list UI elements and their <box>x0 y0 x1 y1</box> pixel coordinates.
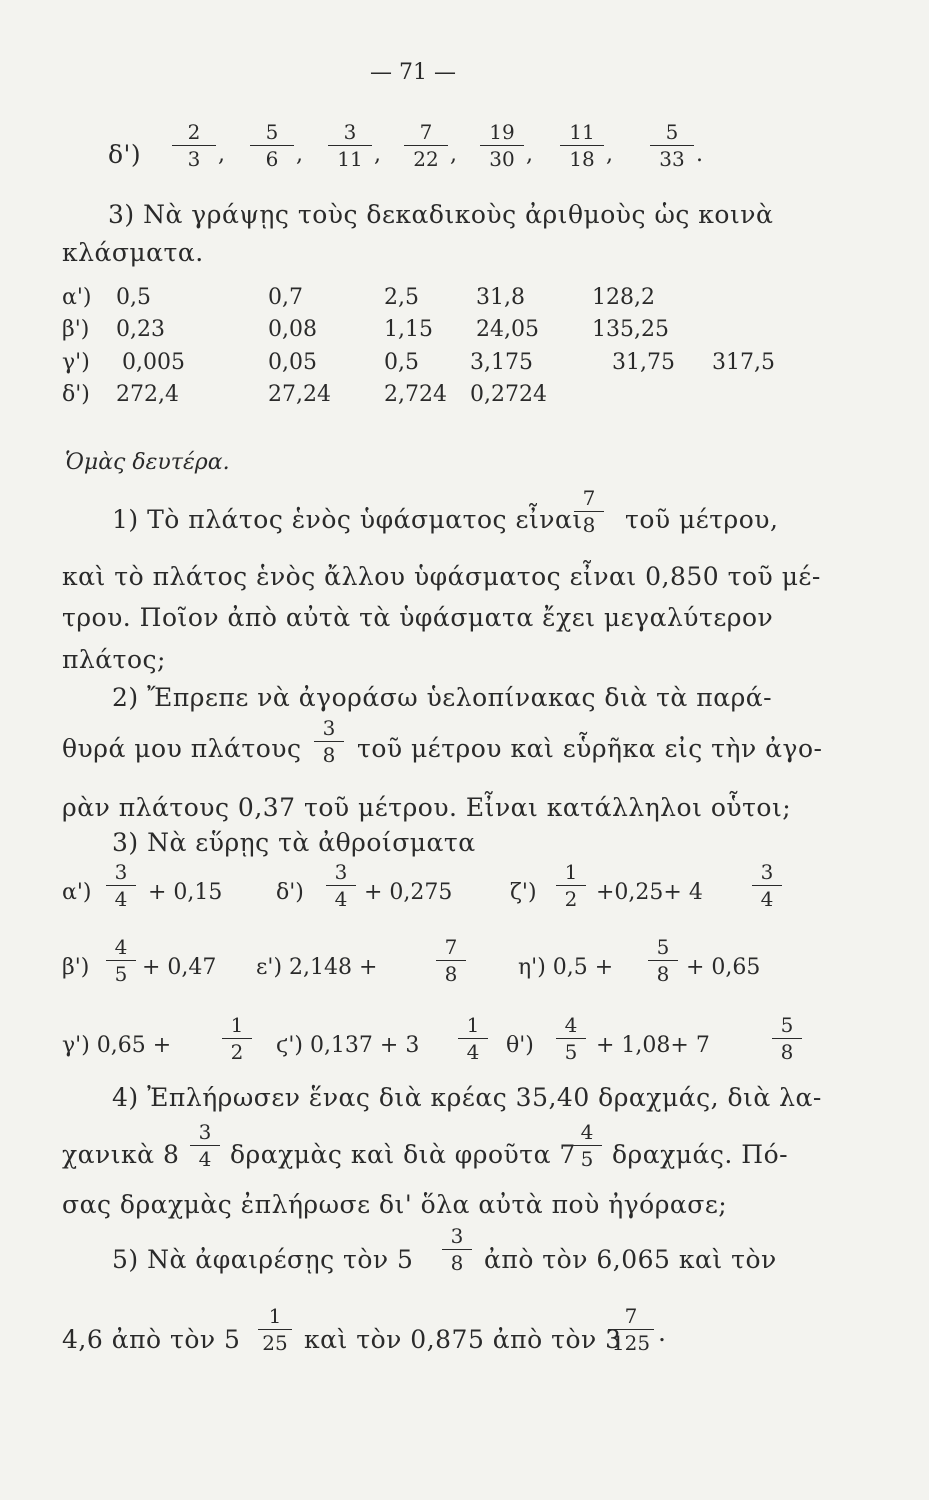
denominator: 8 <box>450 1251 464 1275</box>
separator: , <box>526 142 533 167</box>
denominator: 30 <box>489 147 515 171</box>
numerator: 5 <box>656 935 670 959</box>
decimal-value: 0,08 <box>268 317 317 342</box>
item-theta-label: θ') <box>506 1033 534 1058</box>
problem-4-line-2b: δραχμὰς καὶ διὰ φροῦτα 7 <box>230 1140 576 1169</box>
item-theta-rest: + 1,08+ 7 <box>596 1033 710 1058</box>
numerator: 1 <box>466 1013 480 1037</box>
numerator: 5 <box>665 120 679 144</box>
fraction <box>574 488 604 535</box>
numerator: 3 <box>343 120 357 144</box>
fraction <box>442 1226 472 1273</box>
numerator: 3 <box>114 860 128 884</box>
fraction <box>560 122 604 169</box>
decimal-value: 0,5 <box>116 285 151 310</box>
row-label: α') <box>62 285 92 310</box>
decimal-value: 31,8 <box>476 285 525 310</box>
row-label: γ') <box>62 350 90 375</box>
numerator: 2 <box>187 120 201 144</box>
fraction <box>650 122 694 169</box>
problem-5-line-2a: 4,6 ἀπὸ τὸν 5 <box>62 1325 241 1354</box>
item-zeta-rest: +0,25+ 4 <box>596 880 703 905</box>
problem-2-line-3: ρὰν πλάτους 0,37 τοῦ μέτρου. Εἶναι κατάλληλοι οὗτοι; <box>62 793 792 822</box>
denominator: 4 <box>198 1147 212 1171</box>
denominator: 22 <box>413 147 439 171</box>
numerator: 1 <box>564 860 578 884</box>
item-delta-rest: + 0,275 <box>364 880 453 905</box>
problem-2-line-2b: τοῦ μέτρου καὶ εὗρῆκα εἰς τὴν ἀγο- <box>357 734 823 763</box>
fraction <box>314 718 344 765</box>
item-eta-label: η') 0,5 + <box>518 955 614 980</box>
decimal-value: 2,5 <box>384 285 419 310</box>
numerator: 3 <box>760 860 774 884</box>
problem-1-line-3: τρου. Ποῖον ἀπὸ αὐτὰ τὰ ὑφάσματα ἔχει μεγαλύτερον <box>62 603 774 632</box>
denominator: 4 <box>466 1040 480 1064</box>
decimal-value: 135,25 <box>592 317 669 342</box>
decimal-value: 128,2 <box>592 285 655 310</box>
fraction <box>222 1015 252 1062</box>
problem-5-line-1a: 5) Νὰ ἀφαιρέσῃς τὸν 5 <box>112 1245 414 1274</box>
decimal-value: 0,5 <box>384 350 419 375</box>
problem-5-line-2b: καὶ τὸν 0,875 ἀπὸ τὸν 3 <box>304 1325 622 1354</box>
decimal-value: 2,724 <box>384 382 447 407</box>
denominator: 4 <box>114 887 128 911</box>
numerator: 3 <box>198 1120 212 1144</box>
numerator: 7 <box>444 935 458 959</box>
item-alpha-label: α') <box>62 880 92 905</box>
problem-1-line-2: καὶ τὸ πλάτος ἑνὸς ἄλλου ὑφάσματος εἶναι 0,850 τοῦ μέ- <box>62 562 821 591</box>
denominator: 3 <box>187 147 201 171</box>
problem-4-line-2a: χανικὰ 8 <box>62 1140 180 1169</box>
fraction <box>458 1015 488 1062</box>
row-label: δ') <box>62 382 90 407</box>
fraction <box>404 122 448 169</box>
fraction <box>106 937 136 984</box>
item-zeta-label: ζ') <box>510 880 537 905</box>
separator: , <box>296 142 303 167</box>
item-beta-rest: + 0,47 <box>142 955 217 980</box>
numerator: 4 <box>114 935 128 959</box>
problem-4-line-2c: δραχμάς. Πό- <box>612 1140 789 1169</box>
decimal-value: 0,005 <box>122 350 185 375</box>
problem-4-line-1: 4) Ἐπλήρωσεν ἕνας διὰ κρέας 35,40 δραχμάς, διὰ λα- <box>112 1083 822 1112</box>
fraction <box>436 937 466 984</box>
decimal-value: 24,05 <box>476 317 539 342</box>
problem-2-line-1: 2) Ἔπρεπε νὰ ἀγοράσω ὑελοπίνακας διὰ τὰ παρά- <box>112 683 773 712</box>
separator: , <box>450 142 457 167</box>
problem-1-line-4: πλάτος; <box>62 645 166 674</box>
item-delta-label: δ') <box>276 880 304 905</box>
decimal-value: 0,23 <box>116 317 165 342</box>
denominator: 8 <box>322 743 336 767</box>
fraction <box>190 1122 220 1169</box>
separator: . <box>696 142 703 167</box>
numerator: 7 <box>582 486 596 510</box>
numerator: 1 <box>268 1304 282 1328</box>
fraction <box>556 862 586 909</box>
item-alpha-rest: + 0,15 <box>148 880 223 905</box>
problem-1-line-1a: 1) Τὸ πλάτος ἑνὸς ὑφάσματος εἶναι <box>112 505 583 534</box>
fraction <box>326 862 356 909</box>
denominator: 5 <box>564 1040 578 1064</box>
numerator: 4 <box>564 1013 578 1037</box>
decimal-value: 0,2724 <box>470 382 547 407</box>
decimal-value: 27,24 <box>268 382 331 407</box>
numerator: 4 <box>580 1120 594 1144</box>
problem-5-line-1b: ἀπὸ τὸν 6,065 καὶ τὸν <box>484 1245 777 1274</box>
fraction <box>648 937 678 984</box>
exercise-3-title-cont: κλάσματα. <box>62 238 204 267</box>
denominator: 4 <box>760 887 774 911</box>
problem-2-line-2a: θυρά μου πλάτους <box>62 734 302 763</box>
fraction <box>480 122 524 169</box>
decimal-value: 0,05 <box>268 350 317 375</box>
section-heading: Ὁμὰς δευτέρα. <box>65 450 230 475</box>
fraction <box>772 1015 802 1062</box>
fraction <box>608 1306 654 1353</box>
denominator: 8 <box>582 513 596 537</box>
numerator: 3 <box>450 1224 464 1248</box>
separator: , <box>374 142 381 167</box>
fraction <box>258 1306 292 1353</box>
fraction <box>556 1015 586 1062</box>
denominator: 125 <box>611 1331 651 1355</box>
separator: , <box>606 142 613 167</box>
page-number: — 71 — <box>370 60 456 85</box>
numerator: 11 <box>569 120 595 144</box>
denominator: 4 <box>334 887 348 911</box>
denominator: 11 <box>337 147 363 171</box>
numerator: 3 <box>334 860 348 884</box>
denominator: 2 <box>564 887 578 911</box>
problem-3-title: 3) Νὰ εὕρῃς τὰ ἀθροίσματα <box>112 828 476 857</box>
denominator: 8 <box>444 962 458 986</box>
item-stigma-label: ϛ') 0,137 + 3 <box>276 1033 420 1058</box>
denominator: 33 <box>659 147 685 171</box>
decimal-value: 272,4 <box>116 382 179 407</box>
denominator: 5 <box>114 962 128 986</box>
numerator: 3 <box>322 716 336 740</box>
item-epsilon-label: ε') 2,148 + <box>256 955 378 980</box>
denominator: 18 <box>569 147 595 171</box>
fraction <box>250 122 294 169</box>
fraction <box>328 122 372 169</box>
denominator: 2 <box>230 1040 244 1064</box>
fraction <box>172 122 216 169</box>
item-gamma-label: γ') 0,65 + <box>62 1033 172 1058</box>
numerator: 7 <box>624 1304 638 1328</box>
problem-5-end: . <box>658 1318 667 1347</box>
numerator: 5 <box>780 1013 794 1037</box>
fraction <box>752 862 782 909</box>
separator: , <box>218 142 225 167</box>
fraction <box>106 862 136 909</box>
decimal-value: 31,75 <box>612 350 675 375</box>
problem-4-line-3: σας δραχμὰς ἐπλήρωσε δι' ὅλα αὐτὰ ποὺ ἠγόρασε; <box>62 1190 728 1219</box>
denominator: 5 <box>580 1147 594 1171</box>
decimal-value: 3,175 <box>470 350 533 375</box>
problem-1-line-1b: τοῦ μέτρου, <box>625 505 779 534</box>
denominator: 8 <box>780 1040 794 1064</box>
denominator: 8 <box>656 962 670 986</box>
numerator: 7 <box>419 120 433 144</box>
numerator: 5 <box>265 120 279 144</box>
item-beta-label: β') <box>62 955 90 980</box>
item-eta-rest: + 0,65 <box>686 955 761 980</box>
fraction <box>572 1122 602 1169</box>
decimal-value: 317,5 <box>712 350 775 375</box>
denominator: 6 <box>265 147 279 171</box>
row-label: β') <box>62 317 90 342</box>
denominator: 25 <box>262 1331 288 1355</box>
exercise-3-title: 3) Νὰ γράψῃς τοὺς δεκαδικοὺς ἀριθμοὺς ὡς κοινὰ <box>108 200 774 229</box>
delta-label: δ') <box>108 140 142 169</box>
decimal-value: 1,15 <box>384 317 433 342</box>
decimal-value: 0,7 <box>268 285 303 310</box>
numerator: 19 <box>489 120 515 144</box>
numerator: 1 <box>230 1013 244 1037</box>
